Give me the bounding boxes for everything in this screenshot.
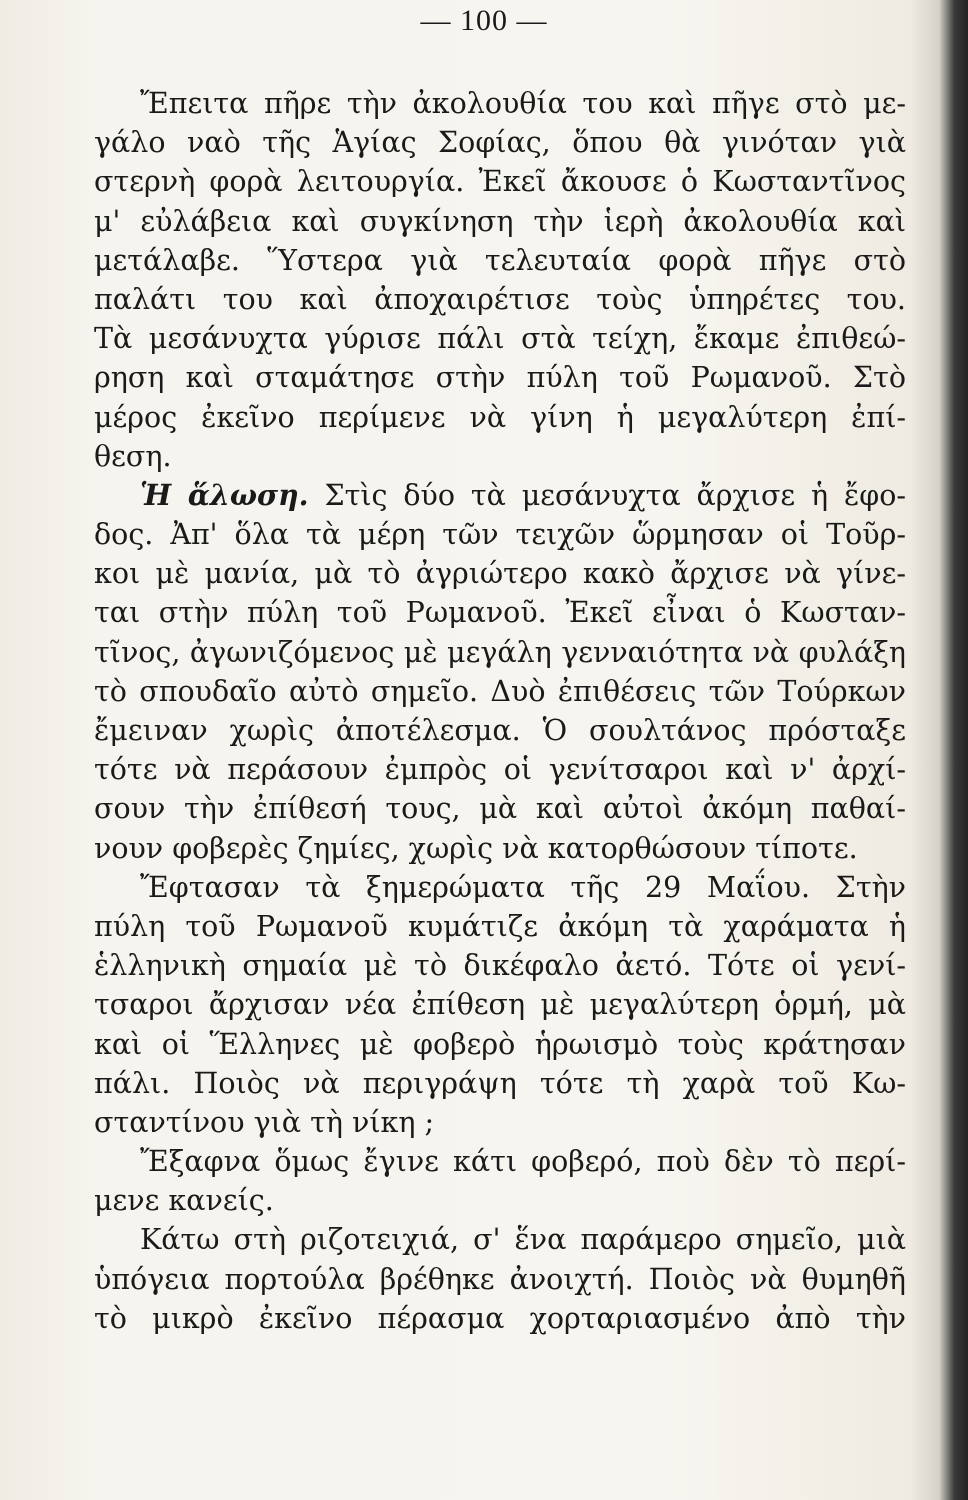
text-line: πύλη τοῦ Ρωμανοῦ κυμάτιζε ἀκόμη τὰ χαράματα ἡ bbox=[94, 909, 906, 943]
text-line: τῖνος, ἀγωνιζόμενος μὲ μεγάλη γενναιότητα νὰ φυλάξη bbox=[94, 635, 906, 669]
text-line: μ' εὐλάβεια καὶ συγκίνηση τὴν ἱερὴ ἀκολουθία καὶ bbox=[94, 204, 906, 238]
text-line: νουν φοβερὲς ζημίες, χωρὶς νὰ κατορθώσουν τίποτε. bbox=[94, 831, 858, 865]
text-line: Κάτω στὴ ριζοτειχιά, σ' ἕνα παράμερο σημεῖο, μιὰ bbox=[140, 1223, 906, 1257]
text-line: Ἔπειτα πῆρε τὴν ἀκολουθία του καὶ πῆγε στὸ με- bbox=[140, 87, 906, 120]
text-line: ἑλληνικὴ σημαία μὲ τὸ δικέφαλο ἀετό. Τότε οἱ γενί- bbox=[94, 949, 906, 983]
text-line: θεση. bbox=[94, 439, 172, 473]
text-line: κοι μὲ μανία, μὰ τὸ ἀγριώτερο κακὸ ἄρχισε νὰ γίνε- bbox=[94, 557, 906, 591]
page-number: — 100 — bbox=[420, 4, 548, 37]
text-run: Στὶς δύο τὰ μεσάνυχτα ἄρχισε ἡ ἔφο- bbox=[308, 478, 906, 512]
text-line: καὶ οἱ Ἕλληνες μὲ φοβερὸ ἡρωισμὸ τοὺς κράτησαν bbox=[94, 1027, 906, 1061]
text-line: στερνὴ φορὰ λειτουργία. Ἐκεῖ ἄκουσε ὁ Κωσταντῖνος bbox=[94, 165, 906, 199]
text-line: τσαροι ἄρχισαν νέα ἐπίθεση μὲ μεγαλύτερη ὁρμή, μὰ bbox=[94, 988, 906, 1022]
text-line: Ἔξαφνα ὅμως ἔγινε κάτι φοβερό, ποὺ δὲν τὸ περί- bbox=[140, 1145, 906, 1179]
text-line: γάλο ναὸ τῆς Ἁγίας Σοφίας, ὅπου θὰ γινόταν γιὰ bbox=[94, 126, 906, 160]
text-line: σουν τὴν ἐπίθεσή τους, μὰ καὶ αὐτοὶ ἀκόμη παθαί- bbox=[94, 792, 906, 826]
text-line: μέρος ἐκεῖνο περίμενε νὰ γίνη ἡ μεγαλύτερη ἐπί- bbox=[94, 400, 906, 434]
text-line: μενε κανείς. bbox=[94, 1184, 274, 1218]
text-line: τότε νὰ περάσουν ἐμπρὸς οἱ γενίτσαροι καὶ ν' ἀρχί- bbox=[94, 753, 906, 787]
text-line: ρηση καὶ σταμάτησε στὴν πύλη τοῦ Ρωμανοῦ. Στὸ bbox=[94, 361, 906, 395]
text-line: Ἔφτασαν τὰ ξημερώματα τῆς 29 Μαΐου. Στὴν bbox=[140, 870, 906, 904]
section-heading-line bbox=[94, 476, 906, 515]
text-line: τὸ σπουδαῖο αὐτὸ σημεῖο. Δυὸ ἐπιθέσεις τῶν Τούρκων bbox=[94, 674, 906, 708]
text-line: ται στὴν πύλη τοῦ Ρωμανοῦ. Ἐκεῖ εἶναι ὁ Κωσταν- bbox=[94, 596, 906, 630]
text-line: ἔμειναν χωρὶς ἀποτέλεσμα. Ὁ σουλτάνος πρόσταξε bbox=[94, 714, 906, 747]
text-line: πάλι. Ποιὸς νὰ περιγράψη τότε τὴ χαρὰ τοῦ Κω- bbox=[94, 1066, 906, 1100]
text-line: τὸ μικρὸ ἐκεῖνο πέρασμα χορταριασμένο ἀπὸ τὴν bbox=[94, 1301, 906, 1335]
text-line: σταντίνου γιὰ τὴ νίκη ; bbox=[94, 1105, 435, 1139]
text-line: παλάτι του καὶ ἀποχαιρέτισε τοὺς ὑπηρέτες του. bbox=[94, 282, 906, 316]
section-heading: Ἡ ἅλωση. bbox=[140, 477, 309, 512]
text-line: δος. Ἀπ' ὅλα τὰ μέρη τῶν τειχῶν ὥρμησαν οἱ Τοῦρ- bbox=[94, 518, 906, 552]
text-line: μετάλαβε. Ὕστερα γιὰ τελευταία φορὰ πῆγε στὸ bbox=[94, 243, 906, 277]
text-line: Τὰ μεσάνυχτα γύρισε πάλι στὰ τείχη, ἔκαμε ἐπιθεώ- bbox=[94, 322, 906, 356]
text-line: ὑπόγεια πορτούλα βρέθηκε ἀνοιχτή. Ποιὸς νὰ θυμηθῆ bbox=[94, 1262, 906, 1296]
body-text bbox=[94, 84, 906, 1338]
